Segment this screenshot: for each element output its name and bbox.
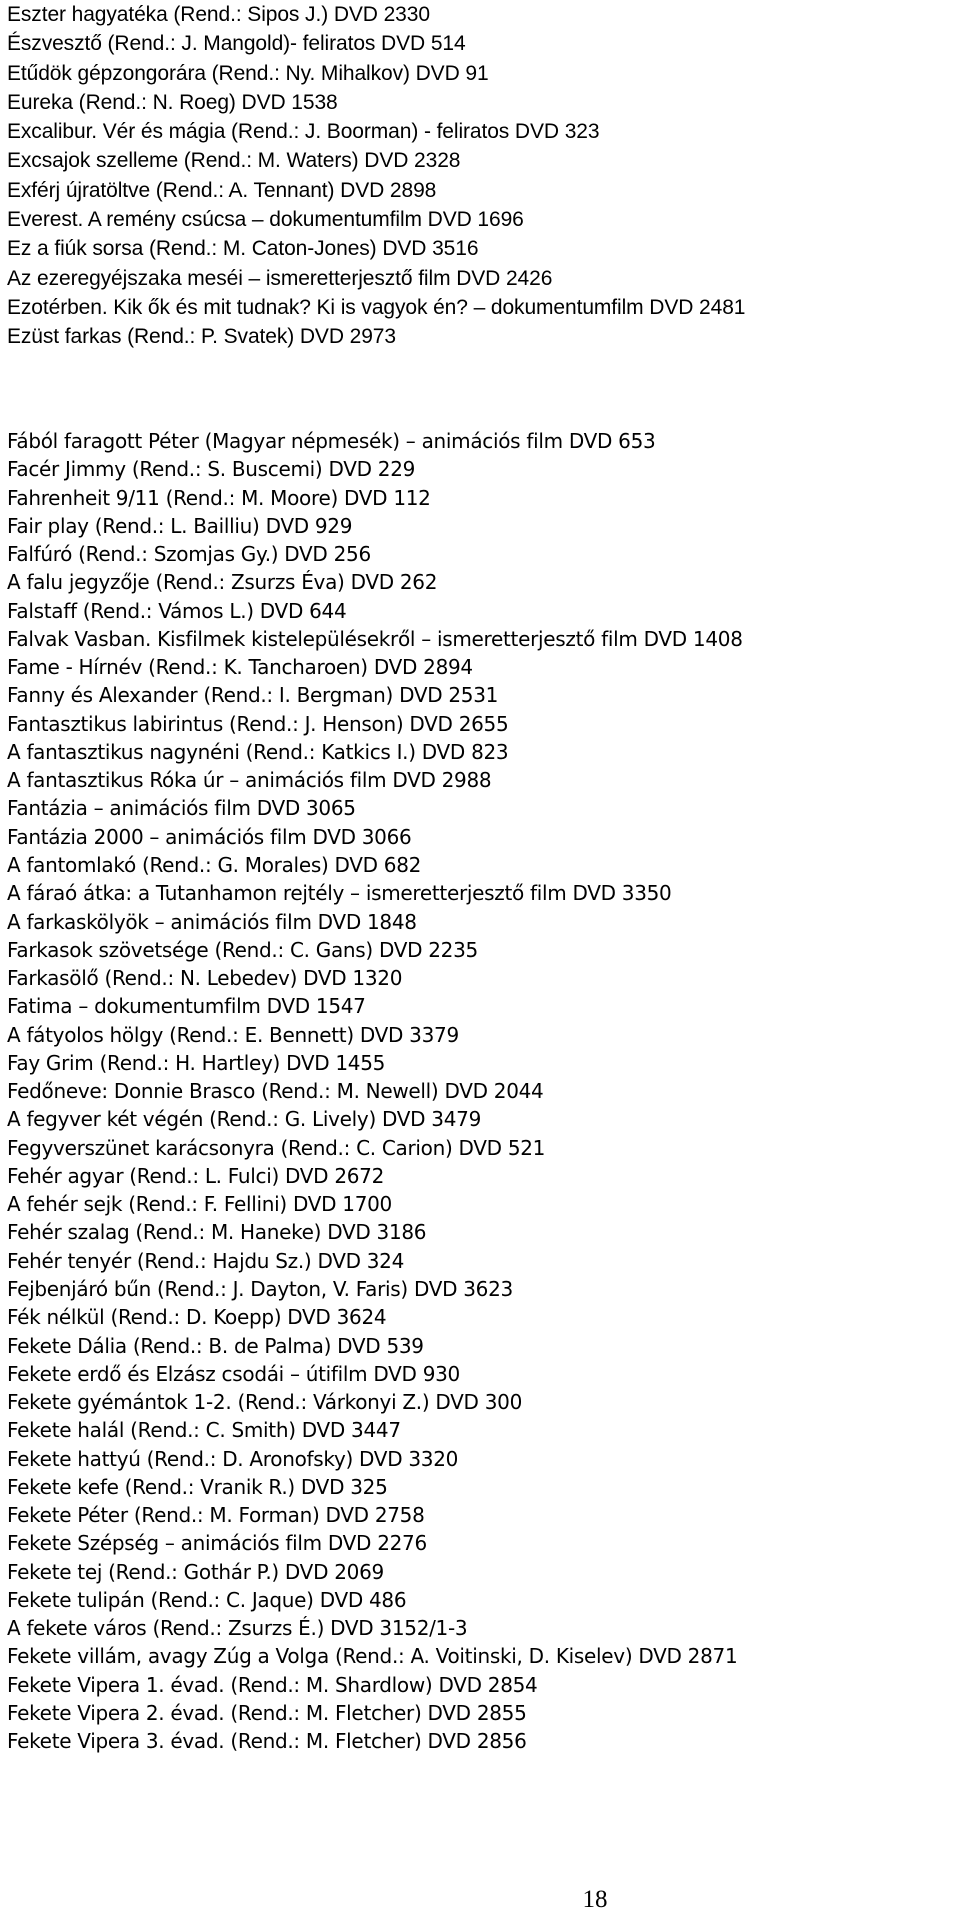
- catalog-entry: Fantasztikus labirintus (Rend.: J. Henson) DVD 2655: [7, 711, 509, 736]
- catalog-entry: A fegyver két végén (Rend.: G. Lively) DVD 3479: [7, 1107, 482, 1132]
- catalog-entry: Fekete Szépség – animációs film DVD 2276: [7, 1531, 427, 1556]
- catalog-entry: Fanny és Alexander (Rend.: I. Bergman) DVD 2531: [7, 683, 499, 708]
- catalog-entry: Fay Grim (Rend.: H. Hartley) DVD 1455: [7, 1050, 386, 1075]
- catalog-entry: Falstaff (Rend.: Vámos L.) DVD 644: [7, 598, 347, 623]
- catalog-entry: Fejbenjáró bűn (Rend.: J. Dayton, V. Faris) DVD 3623: [7, 1276, 513, 1301]
- catalog-entry: A falu jegyzője (Rend.: Zsurzs Éva) DVD 262: [7, 570, 438, 595]
- catalog-entry: Fekete kefe (Rend.: Vranik R.) DVD 325: [7, 1474, 388, 1499]
- catalog-entry: Fame - Hírnév (Rend.: K. Tancharoen) DVD 2894: [7, 655, 473, 680]
- catalog-entry: Fekete tej (Rend.: Gothár P.) DVD 2069: [7, 1559, 384, 1584]
- catalog-entry: Fantázia – animációs film DVD 3065: [7, 796, 356, 821]
- catalog-entry: Észvesztő (Rend.: J. Mangold)- feliratos DVD 514: [7, 32, 466, 56]
- catalog-entry: Fegyverszünet karácsonyra (Rend.: C. Carion) DVD 521: [7, 1135, 546, 1160]
- catalog-entry: Fair play (Rend.: L. Bailliu) DVD 929: [7, 513, 353, 538]
- catalog-entry: A fantasztikus Róka úr – animációs film DVD 2988: [7, 768, 492, 793]
- catalog-entry: Farkasok szövetsége (Rend.: C. Gans) DVD 2235: [7, 937, 478, 962]
- catalog-entry: Fekete halál (Rend.: C. Smith) DVD 3447: [7, 1418, 401, 1443]
- catalog-entry: Fekete erdő és Elzász csodái – útifilm DVD 930: [7, 1361, 460, 1386]
- catalog-entry: Fekete Péter (Rend.: M. Forman) DVD 2758: [7, 1503, 425, 1528]
- catalog-entry: Falfúró (Rend.: Szomjas Gy.) DVD 256: [7, 542, 371, 567]
- catalog-entry: Fahrenheit 9/11 (Rend.: M. Moore) DVD 112: [7, 485, 431, 510]
- catalog-entry: Everest. A remény csúcsa – dokumentumfilm DVD 1696: [7, 208, 524, 232]
- catalog-entry: Fekete Vipera 1. évad. (Rend.: M. Shardlow) DVD 2854: [7, 1672, 538, 1697]
- catalog-entry: Fék nélkül (Rend.: D. Koepp) DVD 3624: [7, 1305, 387, 1330]
- section-f-entries: [7, 427, 957, 1755]
- catalog-entry: Fából faragott Péter (Magyar népmesék) – animációs film DVD 653: [7, 429, 656, 453]
- catalog-entry: Fekete hattyú (Rend.: D. Aronofsky) DVD 3320: [7, 1446, 459, 1471]
- catalog-entry: Ezotérben. Kik ők és mit tudnak? Ki is vagyok én? – dokumentumfilm DVD 2481: [7, 295, 746, 319]
- catalog-entry: Ezüst farkas (Rend.: P. Svatek) DVD 2973: [7, 325, 396, 349]
- catalog-entry: Exférj újratöltve (Rend.: A. Tennant) DVD 2898: [7, 178, 437, 202]
- catalog-entry: A fekete város (Rend.: Zsurzs É.) DVD 3152/1-3: [7, 1616, 468, 1641]
- catalog-entry: Excsajok szelleme (Rend.: M. Waters) DVD 2328: [7, 149, 461, 173]
- catalog-entry: Farkasölő (Rend.: N. Lebedev) DVD 1320: [7, 966, 403, 991]
- catalog-entry: Eszter hagyatéka (Rend.: Sipos J.) DVD 2330: [7, 3, 430, 26]
- catalog-entry: Fekete Vipera 3. évad. (Rend.: M. Fletcher) DVD 2856: [7, 1729, 527, 1754]
- catalog-entry: A fátyolos hölgy (Rend.: E. Bennett) DVD 3379: [7, 1022, 459, 1047]
- catalog-entry: Fehér szalag (Rend.: M. Haneke) DVD 3186: [7, 1220, 427, 1245]
- catalog-entry: Fekete gyémántok 1-2. (Rend.: Várkonyi Z.) DVD 300: [7, 1390, 522, 1415]
- catalog-entry: Fatima – dokumentumfilm DVD 1547: [7, 994, 366, 1019]
- catalog-entry: Falvak Vasban. Kisfilmek kistelepülésekről – ismeretterjesztő film DVD 1408: [7, 626, 743, 651]
- catalog-entry: A fáraó átka: a Tutanhamon rejtély – ismeretterjesztő film DVD 3350: [7, 881, 672, 906]
- catalog-entry: Fekete tulipán (Rend.: C. Jaque) DVD 486: [7, 1587, 407, 1612]
- catalog-entry: A fantomlakó (Rend.: G. Morales) DVD 682: [7, 852, 422, 877]
- catalog-entry: Eureka (Rend.: N. Roeg) DVD 1538: [7, 90, 338, 114]
- catalog-entry: Ez a fiúk sorsa (Rend.: M. Caton-Jones) DVD 3516: [7, 237, 479, 261]
- section-e-entries: [7, 0, 957, 352]
- catalog-entry: Fantázia 2000 – animációs film DVD 3066: [7, 824, 412, 849]
- catalog-entry: Az ezeregyéjszaka meséi – ismeretterjesztő film DVD 2426: [7, 266, 553, 290]
- catalog-entry: Fekete Vipera 2. évad. (Rend.: M. Fletcher) DVD 2855: [7, 1700, 527, 1725]
- catalog-entry: Facér Jimmy (Rend.: S. Buscemi) DVD 229: [7, 457, 416, 482]
- catalog-entry: Fehér agyar (Rend.: L. Fulci) DVD 2672: [7, 1163, 385, 1188]
- catalog-entry: Etűdök gépzongorára (Rend.: Ny. Mihalkov) DVD 91: [7, 61, 489, 85]
- catalog-entry: Fekete Dália (Rend.: B. de Palma) DVD 539: [7, 1333, 424, 1358]
- catalog-entry: Fehér tenyér (Rend.: Hajdu Sz.) DVD 324: [7, 1248, 405, 1273]
- catalog-entry: A fantasztikus nagynéni (Rend.: Katkics I.) DVD 823: [7, 739, 509, 764]
- catalog-entry: Fedőneve: Donnie Brasco (Rend.: M. Newell) DVD 2044: [7, 1079, 544, 1104]
- page-number: 18: [582, 1886, 608, 1913]
- catalog-entry: A fehér sejk (Rend.: F. Fellini) DVD 1700: [7, 1192, 392, 1217]
- catalog-entry: Excalibur. Vér és mágia (Rend.: J. Boorman) - feliratos DVD 323: [7, 120, 600, 144]
- catalog-entry: A farkaskölyök – animációs film DVD 1848: [7, 909, 417, 934]
- catalog-entry: Fekete villám, avagy Zúg a Volga (Rend.: A. Voitinski, D. Kiselev) DVD 2871: [7, 1644, 738, 1669]
